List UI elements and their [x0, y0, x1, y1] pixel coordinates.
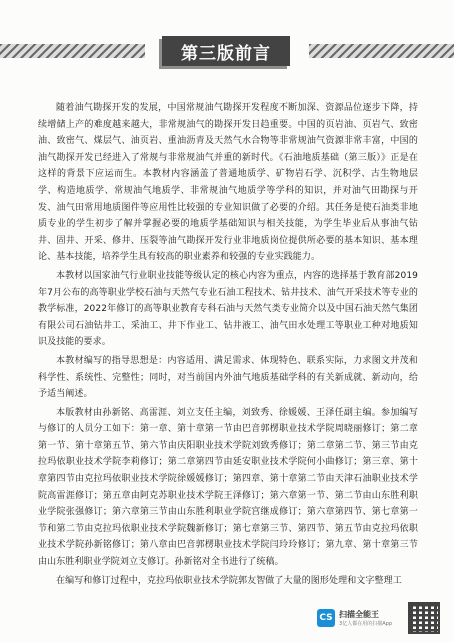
watermark-app-name: 扫描全能王	[339, 610, 380, 619]
paragraph-guiding-principles: 本教材编写的指导思想是：内容适用、满足需求、体现特色、联系实际，力求图文并茂和科学性、系统性、完整性；同时，对当前国内外油气地质基础学科的有关新成就、新动向，给予适当阐述。	[38, 355, 418, 400]
paragraph-acknowledgements: 在编写和修订过程中，克拉玛依职业技术学院郭友智做了大量的图形处理和文字整理工	[56, 575, 402, 586]
paragraph-intro: 随着油气勘探开发的发展，中国常规油气勘探开发程度不断加深、资源品位逐步下降，持续增储上产的难度越来越大，非常规油气的勘探开发日趋重要。中国的页岩油、页岩气、致密油、致密气、煤层气、油页岩、重油沥青及天然气水合物等非常规油气资源非常丰富，中国的油气勘探开发已经进入了常规与非常规油气并重的新时代。《石油地质基础（第三版）》正是在这样的背景下应运而生。本教材内容涵盖了普通地质学、矿物岩石学、沉积学、古生物地层学、构造地质学、常规油气地质学、非常规油气地质学等学科的知识，并对油气田勘探与开发、油气田常用地质图件等应用性比较强的专业知识做了必要的介绍。其任务是使石油类非地质专业的学生初步了解并掌握必要的地质学基础知识与相关技能，为学生毕业后从事油气钻井、固井、开采、修井、压裂等油气勘探开发行业非地质岗位提供所必要的基本知识、基本理论、基本技能，培养学生具有较高的职业素养和较强的专业实践能力。	[38, 103, 418, 263]
paragraph-curriculum-basis: 本教材以国家油气行业职业技能等级认定的核心内容为重点，内容的选择基于教育部2019年7月公布的高等职业学校石油与天然气专业石油工程技术、钻井技术、油气开采技术等专业的教学标准，2022年修订的高等职业教育专科石油与天然气类专业简介以及中国石油天然气集团有限公司石油钻井工、采油工、井下作业工、钻井液工、油气田水处理工等职业工种对地质知识及技能的要求。	[38, 270, 418, 348]
header-hatched-band-right	[309, 44, 454, 58]
camscanner-logo-icon: CS	[317, 609, 335, 627]
watermark-tagline: 3亿人都在用的扫描App	[339, 621, 392, 627]
chapter-header	[0, 36, 454, 80]
scanner-watermark	[317, 606, 392, 630]
preface-body	[38, 100, 418, 591]
qr-code-icon	[408, 602, 440, 634]
header-hatched-band-left	[0, 44, 145, 58]
page-title: 第三版前言	[162, 36, 290, 66]
paragraph-authors: 本版教材由孙新铭、高雷涯、刘立支任主编，刘致秀、徐媛媛、王泽任副主编。参加编写与修订的人员分工如下：第一章、第十章第一节由巴音郭楞职业技术学院周晓丽修订；第二章第一节、第十章第五节、第六节由庆阳职业技术学院刘致秀修订；第二章第二节、第三节由克拉玛依职业技术学院李莉修订；第二章第四节由延安职业技术学院何小曲修订；第三章、第十章第四节由克拉玛依职业技术学院徐媛媛修订；第四章、第十章第二节由天津石油职业技术学院高雷涯修订；第五章由阿克苏职业技术学院王泽修订；第六章第一节、第二节由山东胜利职业学院张强修订；第六章第三节由山东胜利职业学院宫继成修订；第六章第四节、第七章第一节和第二节由克拉玛依职业技术学院魏新修订；第七章第三节、第四节、第五节由克拉玛依职业技术学院孙新铭修订；第八章由巴音郭楞职业技术学院闫玲玲修订；第九章、第十章第三节由山东胜利职业学院刘立支修订。孙新铭对全书进行了统稿。	[38, 407, 418, 568]
